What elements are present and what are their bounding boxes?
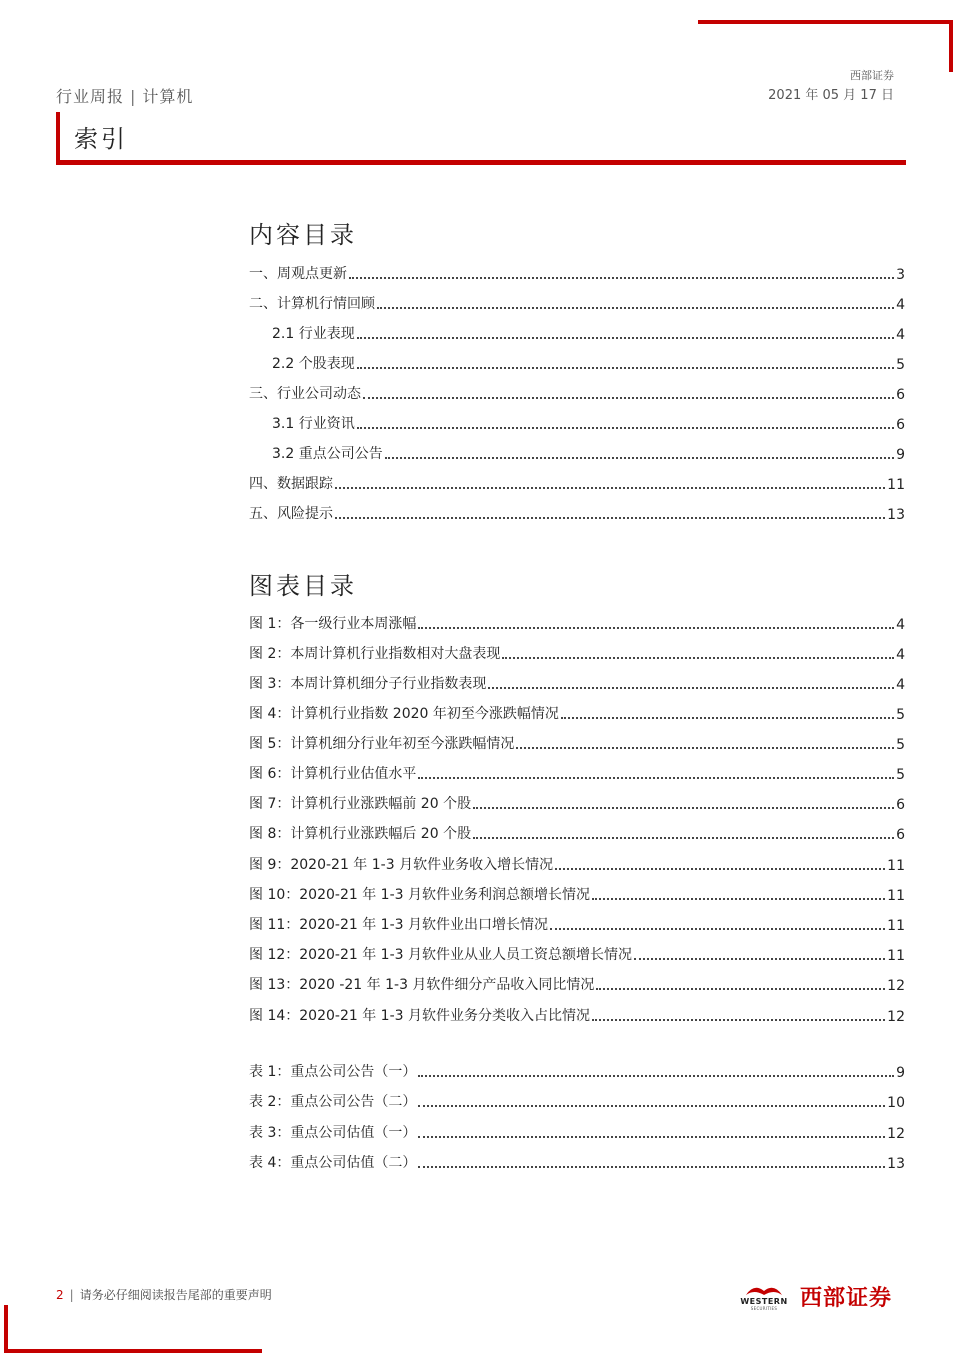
figure-entry-page: 4 bbox=[896, 647, 905, 663]
figures-title: 图表目录 bbox=[249, 572, 357, 600]
firm-logo bbox=[736, 1278, 892, 1314]
figure-entry-page: 11 bbox=[887, 858, 905, 874]
logo-text: 西部证券 bbox=[800, 1285, 893, 1311]
table-entry-label: 表 2：重点公司公告（二） bbox=[249, 1094, 417, 1110]
figure-entry-label: 图 10：2020-21 年 1-3 月软件业务利润总额增长情况 bbox=[249, 887, 590, 903]
section-left-bar bbox=[56, 112, 60, 164]
figure-entry[interactable] bbox=[249, 1003, 905, 1025]
figure-entry[interactable] bbox=[249, 731, 905, 753]
report-date: 2021 年 05 月 17 日 bbox=[768, 88, 894, 103]
toc-entry[interactable] bbox=[249, 381, 905, 403]
footer-disclaimer bbox=[56, 1286, 272, 1303]
toc-leader bbox=[418, 1136, 885, 1138]
table-entry-label: 表 1：重点公司公告（一） bbox=[249, 1064, 417, 1080]
page-number: 2 bbox=[56, 1288, 64, 1302]
figure-entry[interactable] bbox=[249, 611, 905, 633]
toc-leader bbox=[418, 1105, 885, 1107]
figure-entry[interactable] bbox=[249, 821, 905, 843]
figure-entry-label: 图 6：计算机行业估值水平 bbox=[249, 766, 417, 782]
toc-entry-label: 三、行业公司动态 bbox=[249, 386, 361, 402]
footer-separator: | bbox=[69, 1288, 74, 1302]
logo-brand: WESTERN bbox=[740, 1297, 788, 1306]
toc-leader bbox=[473, 807, 894, 809]
toc-leader bbox=[377, 307, 894, 309]
figure-entry[interactable] bbox=[249, 671, 905, 693]
report-breadcrumb bbox=[56, 84, 193, 107]
toc-leader bbox=[357, 337, 894, 339]
figure-entry-label: 图 1：各一级行业本周涨幅 bbox=[249, 616, 417, 632]
report-category: 行业周报 bbox=[56, 87, 125, 106]
toc-entry-page: 13 bbox=[887, 507, 905, 523]
toc-entry-page: 6 bbox=[896, 387, 905, 403]
figure-entry-label: 图 2：本周计算机行业指数相对大盘表现 bbox=[249, 646, 501, 662]
figure-entry-label: 图 3：本周计算机细分子行业指数表现 bbox=[249, 676, 487, 692]
table-entry-page: 13 bbox=[887, 1156, 905, 1172]
figure-entry-page: 12 bbox=[887, 978, 905, 994]
toc-entry[interactable] bbox=[249, 261, 905, 283]
toc-entry[interactable] bbox=[249, 501, 905, 523]
table-entry[interactable] bbox=[249, 1150, 905, 1172]
toc-leader bbox=[502, 657, 894, 659]
figure-entry[interactable] bbox=[249, 852, 905, 874]
toc-leader bbox=[335, 517, 885, 519]
toc-entry-page: 6 bbox=[896, 417, 905, 433]
toc-entry-label: 五、风险提示 bbox=[249, 506, 333, 522]
top-right-border-line bbox=[949, 20, 953, 72]
table-entry-page: 10 bbox=[887, 1095, 905, 1111]
figure-entry-page: 6 bbox=[896, 827, 905, 843]
toc-leader bbox=[418, 777, 894, 779]
table-entry[interactable] bbox=[249, 1089, 905, 1111]
toc-entry-page: 9 bbox=[896, 447, 905, 463]
toc-entry[interactable] bbox=[249, 291, 905, 313]
toc-entry-label: 3.2 重点公司公告 bbox=[272, 446, 383, 462]
figure-entry-page: 6 bbox=[896, 797, 905, 813]
figure-entry-page: 4 bbox=[896, 617, 905, 633]
figure-entry-page: 12 bbox=[887, 1009, 905, 1025]
top-border-line bbox=[698, 20, 952, 24]
toc-leader bbox=[357, 427, 894, 429]
footer-bottom-border-line bbox=[4, 1349, 262, 1353]
figure-entry-page: 11 bbox=[887, 918, 905, 934]
firm-name: 西部证券 bbox=[850, 69, 894, 82]
figure-entry-label: 图 11：2020-21 年 1-3 月软件业出口增长情况 bbox=[249, 917, 548, 933]
toc-entry-page: 5 bbox=[896, 357, 905, 373]
toc-entry-label: 2.1 行业表现 bbox=[272, 326, 355, 342]
western-securities-bull-logo-icon bbox=[736, 1281, 792, 1311]
table-entry-page: 9 bbox=[896, 1065, 905, 1081]
figure-entry-page: 4 bbox=[896, 677, 905, 693]
table-entry[interactable] bbox=[249, 1120, 905, 1142]
toc-leader bbox=[516, 747, 894, 749]
figure-entry[interactable] bbox=[249, 882, 905, 904]
toc-leader bbox=[550, 928, 885, 930]
toc-subentry[interactable] bbox=[272, 411, 905, 433]
toc-leader bbox=[418, 1075, 894, 1077]
toc-leader bbox=[363, 397, 894, 399]
toc-leader bbox=[592, 898, 885, 900]
toc-leader bbox=[418, 1166, 885, 1168]
toc-leader bbox=[473, 837, 894, 839]
toc-leader bbox=[634, 958, 885, 960]
toc-entry-page: 11 bbox=[887, 477, 905, 493]
figure-entry-page: 5 bbox=[896, 767, 905, 783]
toc-subentry[interactable] bbox=[272, 441, 905, 463]
toc-subentry[interactable] bbox=[272, 351, 905, 373]
toc-entry-label: 2.2 个股表现 bbox=[272, 356, 355, 372]
figure-entry[interactable] bbox=[249, 942, 905, 964]
logo-sub: SECURITIES bbox=[750, 1306, 778, 1311]
figure-entry-page: 11 bbox=[887, 948, 905, 964]
toc-leader bbox=[418, 627, 894, 629]
toc-entry-label: 二、计算机行情回顾 bbox=[249, 296, 375, 312]
table-entry-label: 表 4：重点公司估值（二） bbox=[249, 1155, 417, 1171]
toc-subentry[interactable] bbox=[272, 321, 905, 343]
figure-entry-label: 图 5：计算机细分行业年初至今涨跌幅情况 bbox=[249, 736, 515, 752]
figure-entry-label: 图 7：计算机行业涨跌幅前 20 个股 bbox=[249, 796, 472, 812]
figure-entry[interactable] bbox=[249, 761, 905, 783]
toc-entry-page: 4 bbox=[896, 297, 905, 313]
figure-entry-page: 5 bbox=[896, 707, 905, 723]
section-divider bbox=[56, 160, 906, 165]
figure-entry[interactable] bbox=[249, 972, 905, 994]
table-entry-label: 表 3：重点公司估值（一） bbox=[249, 1125, 417, 1141]
toc-leader bbox=[349, 277, 894, 279]
toc-entry-page: 4 bbox=[896, 327, 905, 343]
figure-entry-label: 图 9：2020-21 年 1-3 月软件业务收入增长情况 bbox=[249, 857, 554, 873]
figure-entry-label: 图 13：2020 -21 年 1-3 月软件细分产品收入同比情况 bbox=[249, 977, 595, 993]
figure-entry[interactable] bbox=[249, 641, 905, 663]
disclaimer-text: 请务必仔细阅读报告尾部的重要声明 bbox=[79, 1288, 272, 1302]
toc-leader bbox=[335, 487, 885, 489]
figure-entry[interactable] bbox=[249, 912, 905, 934]
figure-entry[interactable] bbox=[249, 791, 905, 813]
toc-leader bbox=[488, 687, 894, 689]
figure-entry-label: 图 8：计算机行业涨跌幅后 20 个股 bbox=[249, 826, 472, 842]
section-title: 索引 bbox=[74, 125, 128, 153]
toc-entry-label: 3.1 行业资讯 bbox=[272, 416, 355, 432]
contents-title: 内容目录 bbox=[249, 221, 357, 249]
report-sector: 计算机 bbox=[142, 87, 194, 106]
figure-entry-label: 图 14：2020-21 年 1-3 月软件业务分类收入占比情况 bbox=[249, 1008, 590, 1024]
figure-entry-page: 11 bbox=[887, 888, 905, 904]
table-entry-page: 12 bbox=[887, 1126, 905, 1142]
table-entry[interactable] bbox=[249, 1059, 905, 1081]
toc-entry-page: 3 bbox=[896, 267, 905, 283]
toc-leader bbox=[357, 367, 894, 369]
toc-leader bbox=[561, 717, 894, 719]
bull-horns-icon bbox=[744, 1283, 784, 1297]
toc-leader bbox=[596, 988, 885, 990]
footer-left-border-line bbox=[4, 1305, 8, 1352]
toc-leader bbox=[385, 457, 894, 459]
toc-entry[interactable] bbox=[249, 471, 905, 493]
toc-leader bbox=[592, 1019, 885, 1021]
figure-entry-label: 图 4：计算机行业指数 2020 年初至今涨跌幅情况 bbox=[249, 706, 559, 722]
toc-leader bbox=[555, 868, 885, 870]
figure-entry[interactable] bbox=[249, 701, 905, 723]
figure-entry-page: 5 bbox=[896, 737, 905, 753]
figure-entry-label: 图 12：2020-21 年 1-3 月软件业从业人员工资总额增长情况 bbox=[249, 947, 632, 963]
toc-entry-label: 四、数据跟踪 bbox=[249, 476, 333, 492]
breadcrumb-separator: | bbox=[130, 87, 137, 106]
toc-entry-label: 一、周观点更新 bbox=[249, 266, 347, 282]
